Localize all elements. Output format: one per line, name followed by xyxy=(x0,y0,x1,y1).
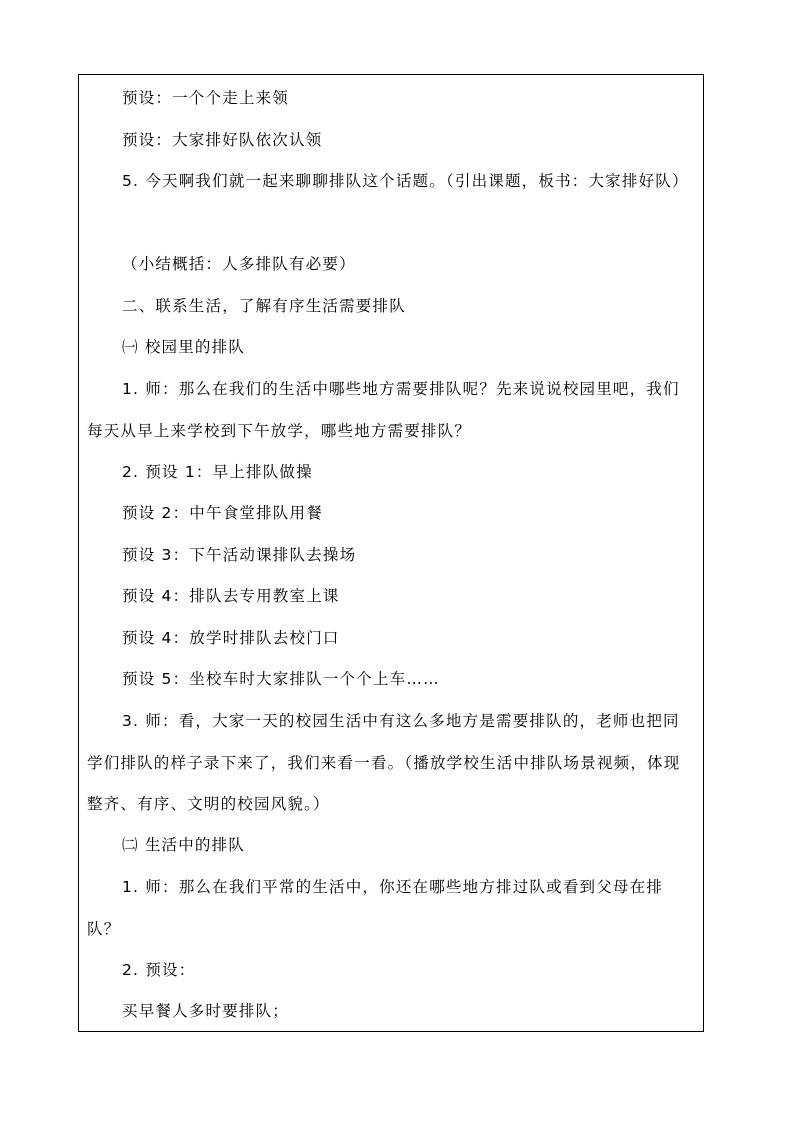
paragraph-preset-walk-up: 预设：一个个走上来领 xyxy=(122,89,290,107)
paragraph-teacher-question-campus: 1. 师：那么在我们的生活中哪些地方需要排队呢？先来说说校园里吧，我们每天从早上来学校到下午放学，哪些地方需要排队？ xyxy=(87,380,680,440)
paragraph-intro-topic: 5. 今天啊我们就一起来聊聊排队这个话题。（引出课题，板书：大家排好队） xyxy=(122,172,689,190)
paragraph-preset-4b: 预设 4：放学时排队去校门口 xyxy=(122,629,340,647)
section-heading-life: 二、联系生活，了解有序生活需要排队 xyxy=(122,297,406,315)
paragraph-preset-life: 2. 预设： xyxy=(122,961,196,979)
paragraph-teacher-question-life: 1. 师：那么在我们平常的生活中，你还在哪些地方排过队或看到父母在排队？ xyxy=(87,878,664,938)
paragraph-preset-1: 2. 预设 1：早上排队做操 xyxy=(122,463,313,481)
paragraph-summary: （小结概括：人多排队有必要） xyxy=(122,255,356,273)
paragraph-preset-3: 预设 3：下午活动课排队去操场 xyxy=(122,546,357,564)
subsection-heading-daily-life: ㈡ 生活中的排队 xyxy=(122,836,246,854)
document-content xyxy=(79,75,703,1031)
paragraph-preset-5: 预设 5：坐校车时大家排队一个个上车…… xyxy=(122,670,440,688)
paragraph-preset-2: 预设 2：中午食堂排队用餐 xyxy=(122,504,323,522)
subsection-heading-campus: ㈠ 校园里的排队 xyxy=(122,338,246,356)
paragraph-teacher-video: 3. 师：看，大家一天的校园生活中有这么多地方是需要排队的，老师也把同学们排队的样子录下来了，我们来看一看。（播放学校生活中排队场景视频，体现整齐、有序、文明的校园风貌。） xyxy=(87,712,681,813)
paragraph-breakfast-queue: 买早餐人多时要排队； xyxy=(122,1002,290,1020)
document-frame xyxy=(78,74,704,1032)
paragraph-preset-4a: 预设 4：排队去专用教室上课 xyxy=(122,587,340,605)
paragraph-preset-line-up: 预设：大家排好队依次认领 xyxy=(122,131,323,149)
